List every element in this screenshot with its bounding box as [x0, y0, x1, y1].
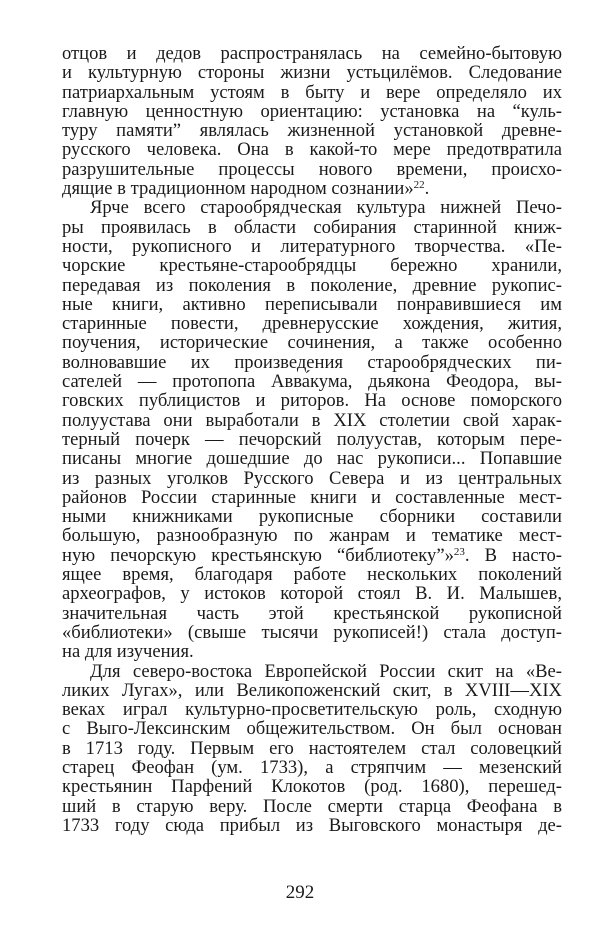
line-text: ную печорскую крестьянскую “библиотеку”» [62, 544, 454, 566]
text-line: на для изучения. [62, 641, 194, 663]
text-line: писаны многие дошедшие до нас рукописи... Попавшие [62, 448, 562, 470]
text-line: Ярче всего старообрядческая культура нижней Печо- [90, 197, 562, 219]
paragraph [62, 44, 562, 198]
text-line: археографов, у истоков которой стоял В. И. Малышев, [62, 583, 562, 605]
text-line: полуустава они выработали в XIX столетии свой харак- [62, 409, 562, 431]
text-line: говских публицистов и риторов. На основе поморского [62, 390, 562, 412]
page-number: 292 [285, 882, 315, 903]
text-line: ные книги, активно переписывали понравившиеся им [62, 293, 562, 315]
text-line: старец Феофан (ум. 1733), а стряпчим — мезенский [62, 756, 562, 778]
text-line: разрушительные процессы нового времени, происхо- [62, 158, 562, 180]
text-line: из разных уголков Русского Севера и из центральных [62, 467, 562, 489]
text-line: передавая из поколения в поколение, древние рукопис- [62, 274, 562, 296]
text-line [62, 546, 562, 565]
text-line: русского человека. Она в какой-то мере предотвратила [62, 139, 562, 161]
footnote-ref: 23 [453, 545, 465, 558]
text-line: старинные повести, древнерусские хождения, жития, [62, 313, 562, 335]
line-text: . В насто- [464, 544, 562, 566]
text-line: 1733 году сюда прибыл из Выговского монастыря де- [62, 814, 562, 836]
body-text [62, 44, 562, 835]
text-line: чорские крестьяне-старообрядцы бережно хранили, [62, 255, 562, 277]
text-line: поучения, исторические сочинения, а также особенно [62, 332, 562, 354]
text-line: туру памяти” являлась жизненной установкой древне- [62, 120, 562, 142]
text-line: районов России старинные книги и составленные мест- [62, 486, 562, 508]
text-line: ликих Лугах», или Великопоженский скит, в XVIII—XIX [62, 679, 562, 701]
text-line: «библиотеки» (свыше тысячи рукописей!) стала доступ- [62, 621, 562, 643]
text-line: большую, разнообразную по жанрам и тематике мест- [62, 525, 562, 547]
text-line: волновавшие их произведения старообрядческих пи- [62, 351, 562, 373]
text-line: ными книжниками рукописные сборники составили [62, 506, 562, 528]
text-line: главную ценностную ориентацию: установка на “куль- [62, 100, 562, 122]
text-line: ящее время, благодаря работе нескольких поколений [62, 564, 562, 586]
paragraph [62, 198, 562, 661]
text-line: и культурную стороны жизни устьцилёмов. Следование [62, 62, 562, 84]
text-line: Для северо-востока Европейской России скит на «Ве- [90, 660, 562, 682]
line-text: дящие в традиционном народном сознании» [62, 178, 414, 200]
text-line: крестьянин Парфений Клокотов (род. 1680), перешед- [62, 776, 562, 798]
text-line: ности, рукописного и литературного творчества. «Пе- [62, 235, 562, 257]
text-line: значительная часть этой крестьянской рукописной [62, 602, 562, 624]
line-text: . [424, 178, 430, 200]
text-line: ший в старую веру. После смерти старца Феофана в [62, 795, 562, 817]
text-line: отцов и дедов распространялась на семейно-бытовую [62, 43, 562, 64]
text-line: терный почерк — печорский полуустав, которым пере- [62, 428, 562, 450]
text-line [62, 179, 562, 198]
text-line: в 1713 году. Первым его настоятелем стал соловецкий [62, 737, 562, 759]
text-line: с Выго-Лексинским общежительством. Он был основан [62, 718, 562, 740]
footnote-ref: 22 [413, 179, 425, 192]
text-line: веках играл культурно-просветительскую роль, сходную [62, 699, 562, 721]
text-line: сателей — протопопа Авва́кума, дьякона Феодора, вы- [62, 371, 562, 393]
paragraph [62, 662, 562, 836]
text-line: ры проявилась в области собирания старинной книж- [62, 216, 562, 238]
text-line: патриархальным устоям в быту и вере определяло их [62, 81, 562, 103]
